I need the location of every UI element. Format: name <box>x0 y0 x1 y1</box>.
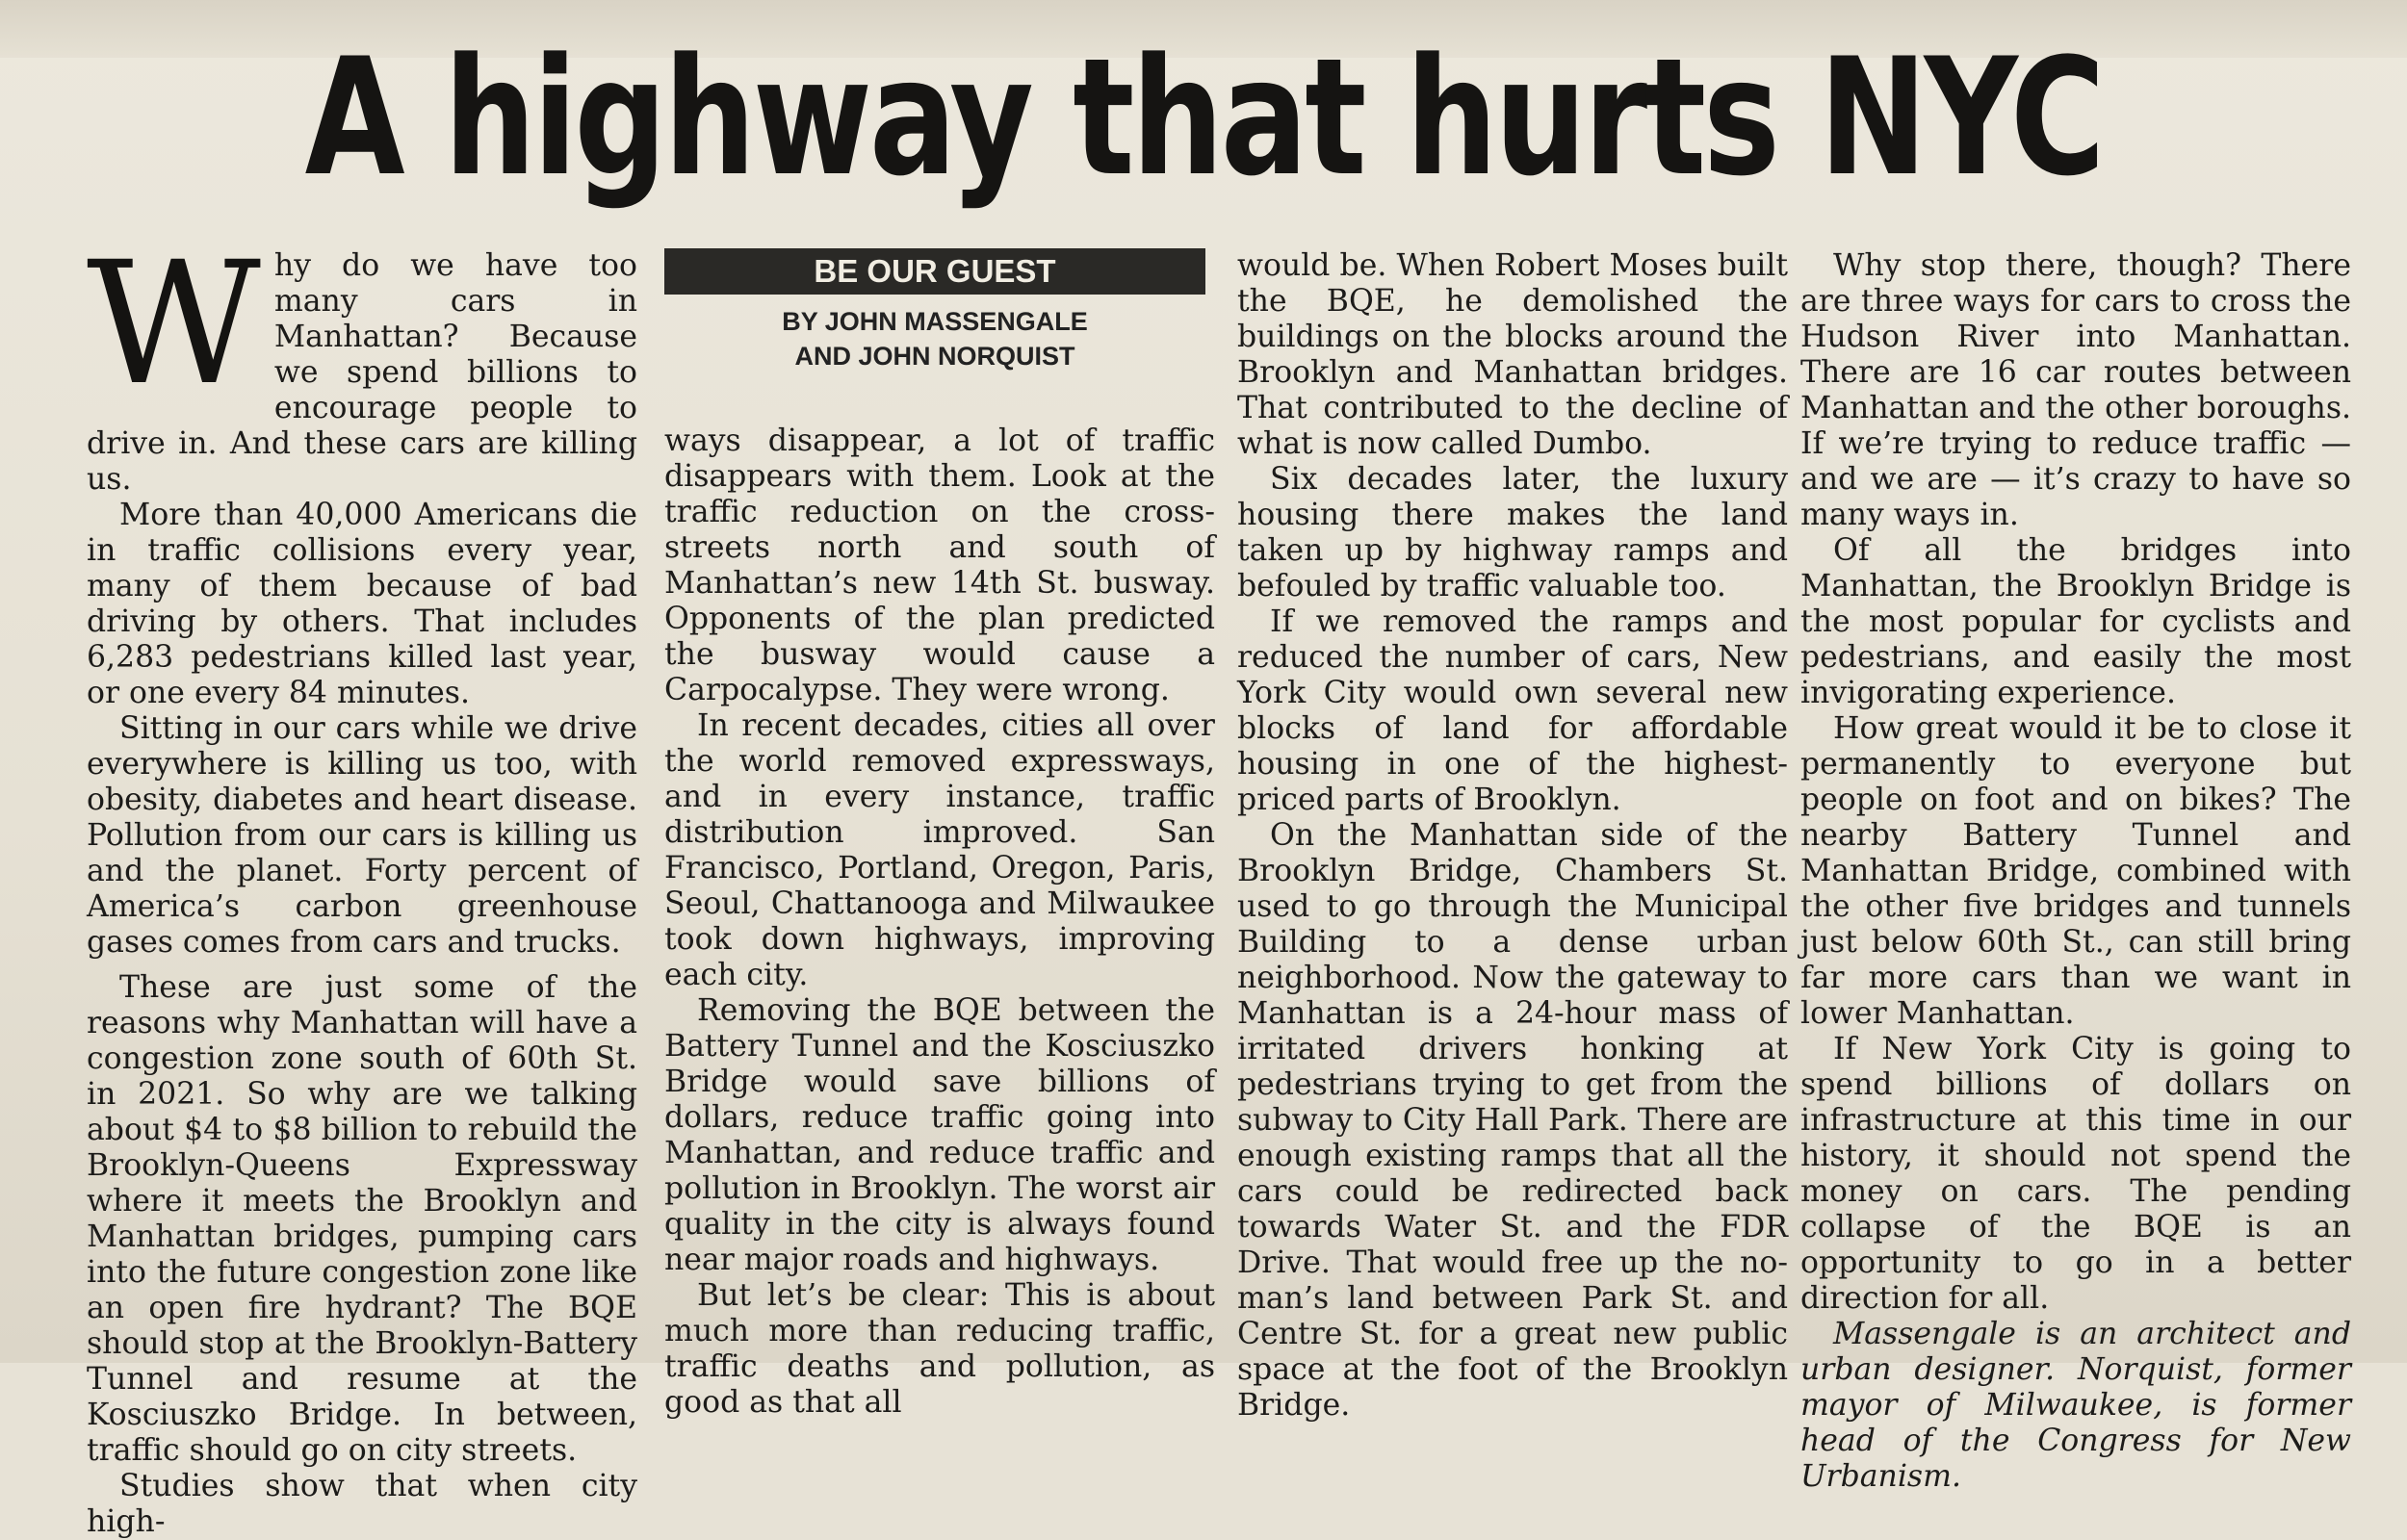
paragraph: How great would it be to close it permanently to everyone but people on foot and on bikes? The nearby Battery Tunnel and Manhattan Bridge, combined with the other five bridges and tunnels just below 60th St., can still bring far more cars than we want in lower Manhattan. <box>1800 711 2351 1031</box>
lead-paragraph <box>87 225 637 498</box>
paragraph: In recent decades, cities all over the world removed expressways, and in every instance, traffic distribution improved. San Francisco, Portland, Oregon, Paris, Seoul, Chattanooga and Milwaukee took down highways, improving each city. <box>664 708 1215 992</box>
lead-paragraph-text: hy do we have too many cars in Manhattan? Because we spend billions to encourage people to drive in. And these cars are killing us. <box>87 248 637 497</box>
column-label-box <box>664 248 1205 373</box>
paragraph: More than 40,000 Americans die in traffic collisions every year, many of them because of bad driving by others. That includes 6,283 pedestrians killed last year, or one every 84 minutes. <box>87 498 637 710</box>
paragraph: Sitting in our cars while we drive everywhere is killing us too, with obesity, diabetes and heart disease. Pollution from our cars is killing us and the planet. Forty percent of America’s carbon greenhouse gases comes from cars and trucks. <box>87 711 637 960</box>
paragraph: Why stop there, though? There are three ways for cars to cross the Hudson River into Manhattan. There are 16 car routes between Manhattan and the other boroughs. If we’re trying to reduce traffic — and we are — it’s crazy to have so many ways in. <box>1800 248 2351 532</box>
paragraph: ways disappear, a lot of traffic disappears with them. Look at the traffic reduction on the cross-streets north and south of Manhattan’s new 14th St. busway. Opponents of the plan predicted the busway would cause a Carpocalypse. They were wrong. <box>664 424 1215 707</box>
article-column-4 <box>1800 248 2351 1495</box>
byline-line-1: BY JOHN MASSENGALE <box>782 307 1088 336</box>
byline-line-2: AND JOHN NORQUIST <box>794 342 1075 371</box>
paragraph: Studies show that when city high- <box>87 1469 637 1539</box>
headline: A highway that hurts NYC <box>304 23 2103 212</box>
author-bio: Massengale is an architect and urban designer. Norquist, former mayor of Milwaukee, is former head of the Congress for New Urbanism. <box>1800 1317 2351 1494</box>
paragraph: would be. When Robert Moses built the BQE, he demolished the buildings on the blocks around the Brooklyn and Manhattan bridges. That contributed to the decline of what is now called Dumbo. <box>1237 248 1788 461</box>
paragraph: Of all the bridges into Manhattan, the Brooklyn Bridge is the most popular for cyclists and pedestrians, and easily the most invigorating experience. <box>1800 533 2351 710</box>
article-column-3 <box>1237 248 1788 1424</box>
article-column-2 <box>664 248 1215 1421</box>
paragraph: If New York City is going to spend billions of dollars on infrastructure at this time in our history, it should not spend the money on cars. The pending collapse of the BQE is an opportunity to go in a better direction for all. <box>1800 1032 2351 1316</box>
drop-cap: W <box>87 225 261 423</box>
column-label: BE OUR GUEST <box>664 248 1205 295</box>
paragraph: But let’s be clear: This is about much more than reducing traffic, traffic deaths and pollution, as good as that all <box>664 1278 1215 1420</box>
paragraph: Removing the BQE between the Battery Tunnel and the Kosciuszko Bridge would save billions of dollars, reduce traffic going into Manhattan, and reduce traffic and pollution in Brooklyn. The worst air quality in the city is always found near major roads and highways. <box>664 993 1215 1277</box>
paragraph: Six decades later, the luxury housing there makes the land taken up by highway ramps and befouled by traffic valuable too. <box>1237 462 1788 603</box>
paragraph: These are just some of the reasons why Manhattan will have a congestion zone south of 60th St. in 2021. So why are we talking about $4 to $8 billion to rebuild the Brooklyn-Queens Expressway where it meets the Brooklyn and Manhattan bridges, pumping cars into the future congestion zone like an open fire hydrant? The BQE should stop at the Brooklyn-Battery Tunnel and resume at the Kosciuszko Bridge. In between, traffic should go on city streets. <box>87 970 637 1468</box>
paragraph: If we removed the ramps and reduced the number of cars, New York City would own several new blocks of land for affordable housing in one of the highest-priced parts of Brooklyn. <box>1237 604 1788 817</box>
paragraph: On the Manhattan side of the Brooklyn Bridge, Chambers St. used to go through the Municipal Building to a dense urban neighborhood. Now the gateway to Manhattan is a 24-hour mass of irritated drivers honking at pedestrians trying to get from the subway to City Hall Park. There are enough existing ramps that all the cars could be redirected back towards Water St. and the FDR Drive. That would free up the no-man’s land between Park St. and Centre St. for a great new public space at the foot of the Brooklyn Bridge. <box>1237 818 1788 1423</box>
article-column-1 <box>87 225 637 1540</box>
